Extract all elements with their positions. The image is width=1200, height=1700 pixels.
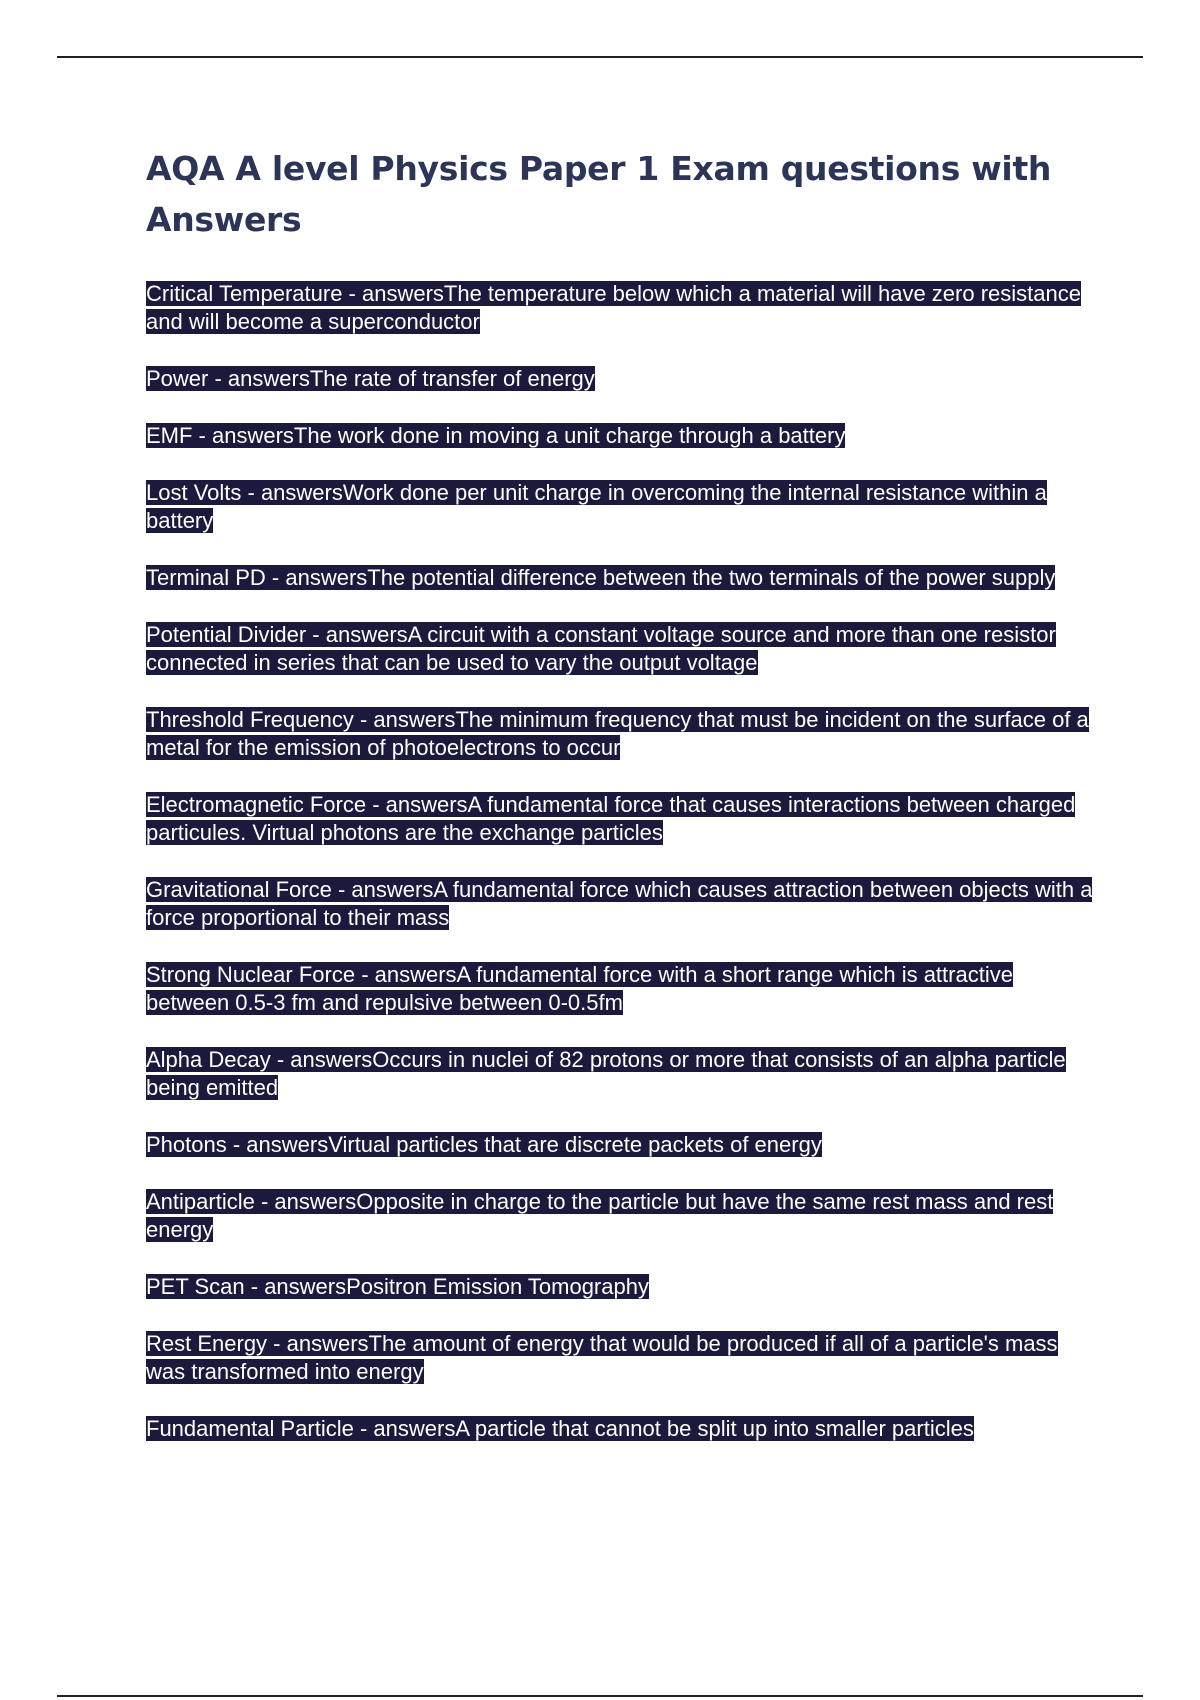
- term-entry-text: Power - answersThe rate of transfer of energy: [146, 366, 595, 391]
- bottom-rule: [57, 1695, 1143, 1697]
- document-title: AQA A level Physics Paper 1 Exam questions with Answers: [146, 149, 1052, 239]
- term-entry-text: EMF - answersThe work done in moving a unit charge through a battery: [146, 423, 846, 448]
- term-entry: [146, 1415, 1096, 1443]
- term-entry: [146, 791, 1096, 847]
- term-entry-text: Electromagnetic Force - answersA fundamental force that causes interactions between charged particules. Virtual photons are the exchange particles: [146, 792, 1076, 845]
- term-entry-text: PET Scan - answersPositron Emission Tomography: [146, 1274, 649, 1299]
- term-entry: [146, 422, 1096, 450]
- term-entry: [146, 479, 1096, 535]
- term-entry-text: Critical Temperature - answersThe temperature below which a material will have zero resistance and will become a superconductor: [146, 281, 1081, 334]
- term-entry: [146, 961, 1096, 1017]
- term-entry: [146, 1273, 1096, 1301]
- term-entry: [146, 876, 1096, 932]
- term-entry-text: Potential Divider - answersA circuit with a constant voltage source and more than one resistor connected in series that can be used to vary the output voltage: [146, 622, 1056, 675]
- term-entry: [146, 621, 1096, 677]
- term-entry-text: Photons - answersVirtual particles that are discrete packets of energy: [146, 1132, 822, 1157]
- term-entry-text: Gravitational Force - answersA fundamental force which causes attraction between objects with a force proportional to their mass: [146, 877, 1093, 930]
- term-entry: [146, 1330, 1096, 1386]
- term-entry-text: Lost Volts - answersWork done per unit charge in overcoming the internal resistance within a battery: [146, 480, 1047, 533]
- term-entry: [146, 1188, 1096, 1244]
- term-entry-text: Terminal PD - answersThe potential difference between the two terminals of the power supply: [146, 565, 1056, 590]
- term-entry: [146, 280, 1096, 336]
- term-entry: [146, 564, 1096, 592]
- top-rule: [57, 56, 1143, 58]
- term-entry: [146, 706, 1096, 762]
- term-entry: [146, 365, 1096, 393]
- term-entry-text: Alpha Decay - answersOccurs in nuclei of 82 protons or more that consists of an alpha particle being emitted: [146, 1047, 1066, 1100]
- term-entry-text: Antiparticle - answersOpposite in charge to the particle but have the same rest mass and rest energy: [146, 1189, 1054, 1242]
- term-entry: [146, 1131, 1096, 1159]
- term-entry-text: Threshold Frequency - answersThe minimum frequency that must be incident on the surface of a metal for the emission of photoelectrons to occur: [146, 707, 1089, 760]
- term-entry: [146, 1046, 1096, 1102]
- term-entry-text: Strong Nuclear Force - answersA fundamental force with a short range which is attractive between 0.5-3 fm and repulsive between 0-0.5fm: [146, 962, 1013, 1015]
- term-entry-text: Fundamental Particle - answersA particle that cannot be split up into smaller particles: [146, 1416, 974, 1441]
- term-list: [146, 280, 1096, 1443]
- document-body: [146, 143, 1096, 1472]
- term-entry-text: Rest Energy - answersThe amount of energy that would be produced if all of a particle's mass was transformed into energy: [146, 1331, 1058, 1384]
